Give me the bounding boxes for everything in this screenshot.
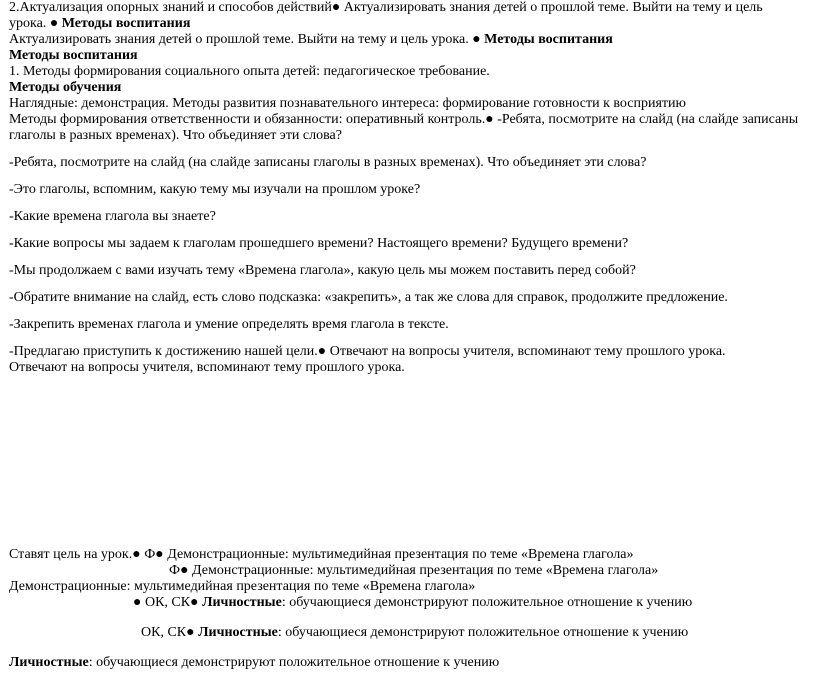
bullet-icon: ● [132, 547, 141, 562]
ok-line-2 [141, 625, 688, 641]
personal-line [9, 655, 499, 671]
line-3 [9, 32, 613, 48]
section-heading: 2.Актуализация опорных знаний и способов действий [9, 0, 332, 15]
bullet-icon: ● [133, 595, 142, 610]
text: Демонстрационные: мультимедийная презентация по теме «Времена глагола» [188, 563, 659, 578]
question-6: -Обратите внимание на слайд, есть слово подсказка: «закрепить», а так же слова для справок, продолжите предложение. [9, 290, 728, 305]
bullet-icon: ● [485, 112, 494, 127]
question-8 [9, 344, 726, 360]
text: : обучающиеся демонстрируют положительное отношение к учению [277, 625, 689, 640]
line-6 [9, 80, 121, 96]
bold-heading: Методы воспитания [9, 48, 138, 63]
text: ОК, СК [141, 625, 187, 640]
line-8 [9, 112, 798, 128]
text: -Предлагаю приступить к достижению нашей цели. [9, 344, 318, 359]
bold-label: Методы воспитания [61, 16, 191, 31]
bold-label: Личностные [202, 595, 282, 610]
text: глаголы в разных временах). Что объединяет эти слова? [9, 128, 342, 143]
text: Актуализировать знания детей о прошлой теме. Выйти на тему и цель [340, 0, 763, 15]
text: ОК, СК [141, 595, 191, 610]
bold-label: Личностные [198, 625, 278, 640]
line-2 [9, 16, 190, 32]
question-3: -Какие времена глагола вы знаете? [9, 209, 216, 224]
bold-label: Методы воспитания [484, 32, 613, 47]
text: Ф [169, 563, 181, 578]
bullet-icon: ● [472, 32, 481, 47]
text: Ф [140, 547, 156, 562]
text: 1. Методы формирования социального опыта детей: педагогическое требование. [9, 64, 490, 79]
demo-line-indented [169, 563, 658, 579]
goal-line [9, 547, 633, 563]
line-1 [9, 0, 763, 16]
bullet-icon: ● [190, 595, 199, 610]
text: Наглядные: демонстрация. Методы развития познавательного интереса: формирование готовности к восприятию [9, 96, 686, 111]
text: Отвечают на вопросы учителя, вспоминают тему прошлого урока. [326, 344, 726, 359]
demo-line: Демонстрационные: мультимедийная презентация по теме «Времена глагола» [9, 579, 476, 594]
bold-heading: Методы обучения [9, 80, 122, 95]
text: Актуализировать знания детей о прошлой теме. Выйти на тему и цель урока. [9, 32, 473, 47]
question-5: -Мы продолжаем с вами изучать тему «Времена глагола», какую цель мы можем поставить перед собой? [9, 263, 636, 278]
bullet-icon: ● [155, 547, 164, 562]
question-2: -Это глаголы, вспомним, какую тему мы изучали на прошлом уроке? [9, 182, 421, 197]
line-5 [9, 64, 490, 80]
text: Ставят цель на урок. [9, 547, 133, 562]
line-4 [9, 48, 138, 64]
question-7: -Закрепить временах глагола и умение определять время глагола в тексте. [9, 317, 449, 332]
bullet-icon: ● [186, 625, 195, 640]
text: : обучающиеся демонстрируют положительное отношение к учению [88, 655, 500, 670]
text: -Ребята, посмотрите на слайд (на слайде записаны [493, 112, 799, 127]
text: урока. [9, 16, 50, 31]
bold-label: Личностные [9, 655, 89, 670]
line-7 [9, 96, 686, 112]
answer-line: Отвечают на вопросы учителя, вспоминают тему прошлого урока. [9, 360, 405, 375]
bullet-icon: ● [49, 16, 59, 31]
bullet-icon: ● [180, 563, 189, 578]
line-9 [9, 128, 342, 144]
question-4: -Какие вопросы мы задаем к глаголам прошедшего времени? Настоящего времени? Будущего времени? [9, 236, 629, 251]
bullet-icon: ● [317, 344, 327, 359]
ok-line-1 [133, 595, 692, 611]
text: Демонстрационные: мультимедийная презентация по теме «Времена глагола» [163, 547, 634, 562]
question-1: -Ребята, посмотрите на слайд (на слайде записаны глаголы в разных временах). Что объединяет эти слова? [9, 155, 647, 170]
text: Методы формирования ответственности и обязанности: оперативный контроль. [9, 112, 486, 127]
bullet-icon: ● [331, 0, 341, 15]
text: : обучающиеся демонстрируют положительное отношение к учению [281, 595, 693, 610]
